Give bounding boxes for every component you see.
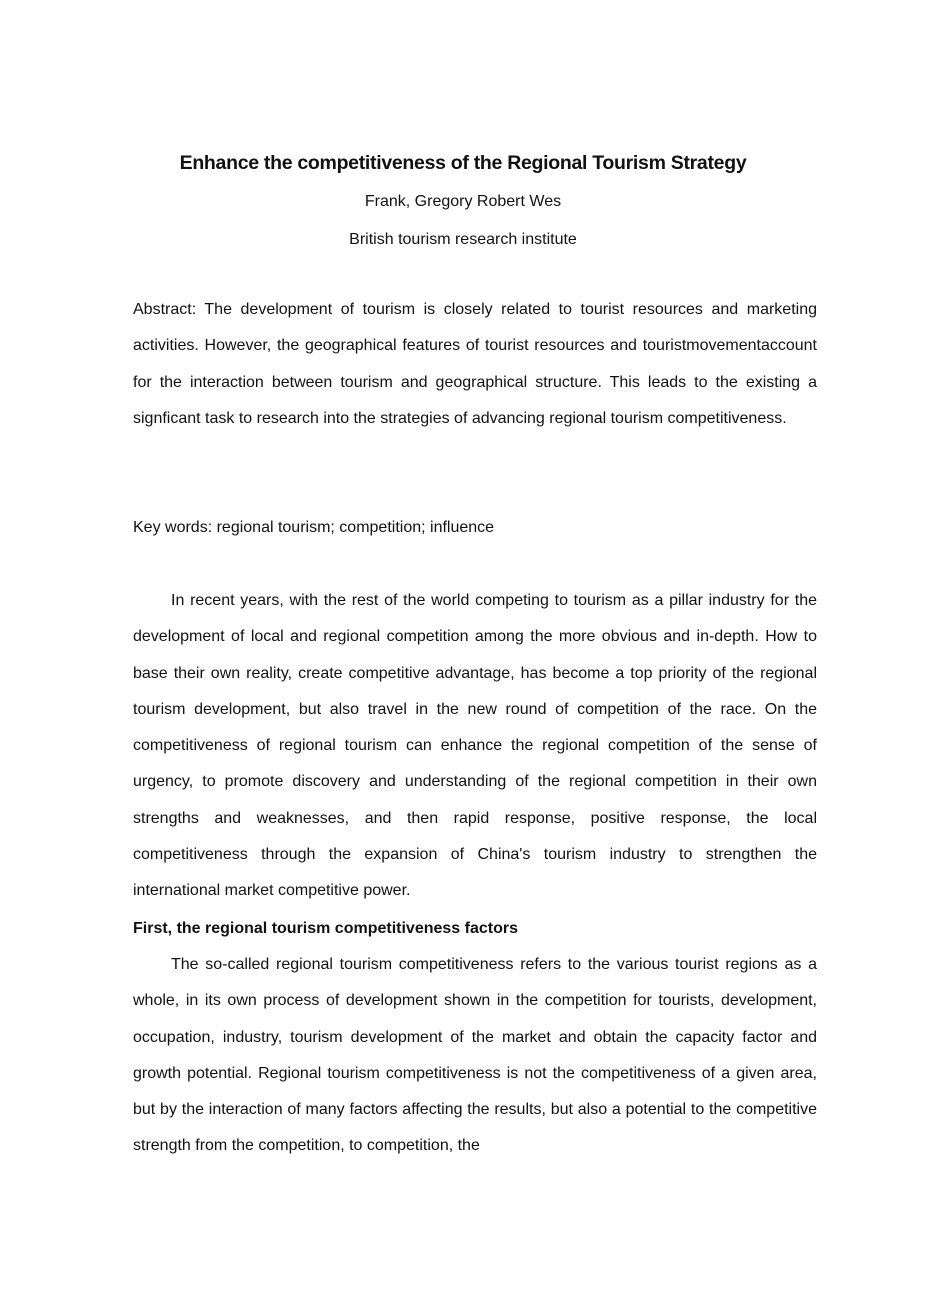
paper-affiliation: British tourism research institute: [349, 231, 577, 248]
section-text: The so-called regional tourism competitiveness refers to the various tourist regions as a whole, in its own process of development shown in the competition for tourists, development, occupation, industry, tourism development of the market and obtain the capacity factor and growth potential. Regional tourism competitiveness is not the competitiveness of a given area, but by the interaction of many factors affecting the results, but also a potential to the competitive strength from the competition, to competition, the: [133, 956, 817, 1155]
section-paragraph: [133, 947, 817, 1165]
section-heading: First, the regional tourism competitiveness factors: [133, 920, 518, 937]
intro-text: In recent years, with the rest of the world competing to tourism as a pillar industry for the development of local and regional competition among the more obvious and in-depth. How to base their own reality, create competitive advantage, has become a top priority of the regional tourism development, but also travel in the new round of competition of the race. On the competitiveness of regional tourism can enhance the regional competition of the sense of urgency, to promote discovery and understanding of the regional competition in their own strengths and weaknesses, and then rapid response, positive response, the local competitiveness through the expansion of China's tourism industry to strengthen the international market competitive power.: [133, 592, 817, 900]
abstract-text: Abstract: The development of tourism is closely related to tourist resources and marketing activities. However, the geographical features of tourist resources and touristmovementaccount for the interaction between tourism and geographical structure. This leads to the existing a signficant task to research into the strategies of advancing regional tourism competitiveness.: [133, 301, 817, 427]
abstract-paragraph: [133, 292, 817, 437]
paper-title: Enhance the competitiveness of the Regional Tourism Strategy: [179, 152, 747, 174]
paper-author: Frank, Gregory Robert Wes: [364, 193, 562, 210]
keywords-line: [133, 510, 817, 546]
keywords-text: Key words: regional tourism; competition; influence: [133, 519, 495, 536]
intro-paragraph: [133, 583, 817, 910]
